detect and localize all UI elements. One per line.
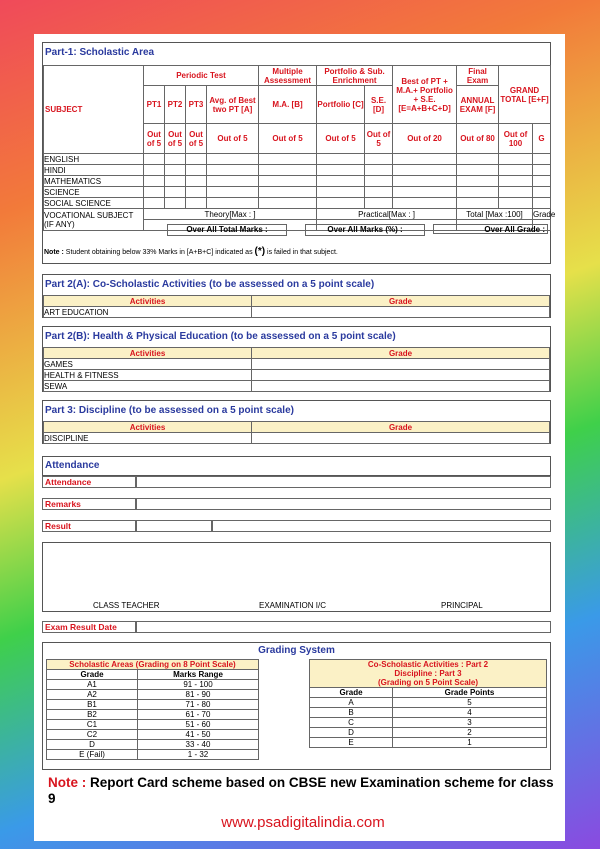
grade-cell: Grade [533,209,556,219]
grading-title: Grading System [258,645,335,656]
co-scholastic-grading-table: Co-Scholastic Activities : Part 2 Discipline : Part 3 (Grading on 5 Point Scale) Grade Grade Points A 5 B 4 C 3 D 2 E 1 [309,659,547,748]
table-row: C2 41 - 50 [47,730,259,740]
ma-b-header: M.A. [B] [259,86,317,124]
table-row: A1 91 - 100 [47,680,259,690]
table-row: D 2 [310,728,547,738]
part3-table: Activities Grade DISCIPLINE [43,421,550,444]
footer-note-label: Note : [48,775,87,790]
overall-grade: Over All Grade : [433,224,548,234]
table-row: DISCIPLINE [44,433,550,444]
best-of-header: Best of PT + M.A.+ Portfolio + S.E. [E=A+B+C+D] [393,66,457,124]
overall-total-marks: Over All Total Marks : [167,224,287,236]
part2a-table: Activities Grade ART EDUCATION [43,295,550,318]
final-exam-header: Final Exam [457,66,499,86]
pt3-header: PT3 [186,86,207,124]
remarks-field [136,498,551,510]
subject-header: SUBJECT [44,66,144,154]
part3-section [42,400,551,444]
portfolio-c-header: Portfolio [C] [317,86,365,124]
table-row: HEALTH & FITNESS [44,370,550,381]
annual-exam-header: ANNUAL EXAM [F] [457,86,499,124]
signature-section [42,542,551,612]
pt1-header: PT1 [144,86,165,124]
exam-result-date-row [42,621,551,633]
table-row: ENGLISH [44,154,551,165]
website-url[interactable]: www.psadigitalindia.com [208,812,398,833]
table-row: B 4 [310,708,547,718]
footer-note-text: Report Card scheme based on CBSE new Examination scheme for class 9 [48,775,554,806]
remarks-row [42,498,551,510]
remarks-label: Remarks [42,498,136,510]
outof-cell: Out of 5 [207,124,259,154]
outof-cell: Out of 5 [144,124,165,154]
theory-cell: Theory[Max : ] [144,209,317,220]
outof-cell: Out of 5 [165,124,186,154]
table-row: A 5 [310,698,547,708]
outof-cell: Out of 5 [365,124,393,154]
g-cell: G [533,124,551,154]
scholastic-table [43,65,556,231]
grading-section [42,642,551,770]
attendance-section [42,456,551,476]
ma-header: Multiple Assessment [259,66,317,86]
table-row: E (Fail) 1 - 32 [47,750,259,760]
part2b-title: Part 2(B): Health & Physical Education (to be assessed on a 5 point scale) [45,331,396,342]
outof-cell: Out of 20 [393,124,457,154]
attendance-field [136,476,551,488]
table-row: E 1 [310,738,547,748]
part2b-section [42,326,551,392]
scholastic-grading-table: Scholastic Areas (Grading on 8 Point Scale) Grade Marks Range A1 91 - 100 A2 81 - 90 B1 71 - 80 B2 61 - 70 C1 51 - 60 C2 41 - 50 D 33 - 40 E (Fail) 1 - 32 [46,659,259,760]
principal-signature: PRINCIPAL [441,601,483,610]
se-d-header: S.E. [D] [365,86,393,124]
periodic-test-header: Periodic Test [144,66,259,86]
footer-note [48,775,563,807]
total-cell: Total [Max :100] [457,209,533,220]
part2a-title: Part 2(A): Co-Scholastic Activities (to be assessed on a 5 point scale) [45,279,375,290]
result-label: Result [42,520,136,532]
pt2-header: PT2 [165,86,186,124]
exam-result-date-label: Exam Result Date [42,621,136,633]
table-row: SCIENCE [44,187,551,198]
table-row: D 33 - 40 [47,740,259,750]
part1-title: Part-1: Scholastic Area [45,47,155,58]
table-row: HINDI [44,165,551,176]
outof-cell: Out of 5 [186,124,207,154]
portfolio-header: Portfolio & Sub. Enrichment [317,66,393,86]
table-row: GAMES [44,359,550,370]
part3-title: Part 3: Discipline (to be assessed on a 5 point scale) [45,405,294,416]
attendance-label: Attendance [42,476,136,488]
table-row: C 3 [310,718,547,728]
table-row: MATHEMATICS [44,176,551,187]
outof-cell: Out of 5 [259,124,317,154]
attendance-row [42,476,551,488]
table-row: ART EDUCATION [44,307,550,318]
grand-total-header: GRAND TOTAL [E+F] [499,66,551,124]
avg-header: Avg. of Best two PT [A] [207,86,259,124]
result-field [136,520,212,532]
part1-section [42,42,556,264]
part2b-table: Activities Grade GAMES HEALTH & FITNESS SEWA [43,347,550,392]
vocational-subject: VOCATIONAL SUBJECT (IF ANY) [44,209,144,231]
table-row: A2 81 - 90 [47,690,259,700]
report-card-page [34,34,565,841]
table-row: B2 61 - 70 [47,710,259,720]
table-row: SEWA [44,381,550,392]
outof-cell: Out of 5 [317,124,365,154]
outof-cell: Out of 80 [457,124,499,154]
part1-note: Note : Student obtaining below 33% Marks in [A+B+C] indicated as (*) is failed in that subject. [44,246,338,257]
overall-row [143,224,550,235]
result-row [42,520,551,532]
table-row: SOCIAL SCIENCE [44,198,551,209]
overall-marks-pct: Over All Marks (%) : [305,224,425,236]
result-field-2 [212,520,551,532]
practical-cell: Practical[Max : ] [317,209,457,220]
outof-cell: Out of 100 [499,124,533,154]
part2a-section [42,274,551,318]
table-row: B1 71 - 80 [47,700,259,710]
co-grading-title: Co-Scholastic Activities : Part 2 Discipline : Part 3 (Grading on 5 Point Scale) [310,660,547,688]
exam-result-date-field [136,621,551,633]
exam-ic-signature: EXAMINATION I/C [259,601,326,610]
attendance-title: Attendance [45,460,100,471]
class-teacher-signature: CLASS TEACHER [93,601,160,610]
table-row: C1 51 - 60 [47,720,259,730]
